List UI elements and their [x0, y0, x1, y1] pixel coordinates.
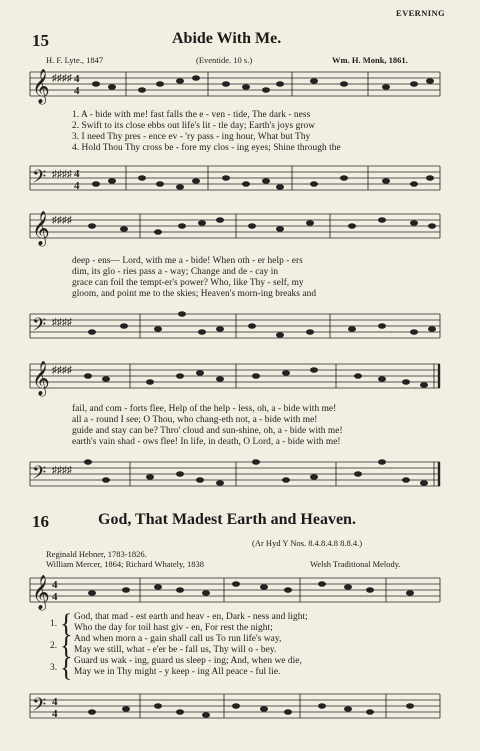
h15-s1-line-2: 2. Swift to its close ebbs out life's lit - tle day; Earth's joys grow	[72, 121, 316, 131]
h16-v3-line-1: Guard us wak - ing, guard us sleep - ing; And, when we die,	[74, 656, 302, 666]
system-1-treble-staff	[30, 68, 442, 108]
system-2-treble-staff	[30, 208, 442, 248]
svg-text:4: 4	[74, 85, 80, 97]
hymn-15-title: Abide With Me.	[172, 30, 282, 47]
hymn-16-verse-3-number: 3.	[50, 663, 58, 673]
system-2-bass-staff	[30, 308, 442, 348]
hymn-15-tune: (Eventide. 10 s.)	[196, 55, 253, 65]
hymn-16-composer: Welsh Traditional Melody.	[310, 559, 401, 569]
hymn-16-tune: (Ar Hyd Y Nos. 8.4.8.4.8 8.8.4.)	[252, 538, 363, 548]
running-head: EVERNING	[396, 8, 446, 18]
verse-3-brace: {	[60, 653, 73, 682]
h15-s2-line-3: grace can foil the tempt-er's power? Who, like Thy - self, my	[72, 278, 304, 288]
svg-text:𝄢: 𝄢	[32, 462, 47, 487]
hymn-16-author-line-2: William Mercer, 1864; Richard Whately, 1838	[46, 559, 204, 569]
svg-text:𝄞: 𝄞	[32, 362, 50, 395]
h16-v2-line-2: May we still, what - e'er be - fall us, Thy will o - bey.	[74, 645, 277, 655]
svg-text:♯♯♯♯: ♯♯♯♯	[52, 215, 72, 226]
system-3-bass-staff	[30, 456, 444, 496]
svg-text:♯♯♯♯: ♯♯♯♯	[52, 317, 72, 328]
h16-v2-line-1: And when morn a - gain shall call us To run life's way,	[74, 634, 282, 644]
svg-text:𝄢: 𝄢	[32, 694, 47, 719]
h16-v1-line-2: Who the day for toil hast giv - en, For rest the night;	[74, 623, 273, 633]
svg-text:♯♯♯♯: ♯♯♯♯	[52, 465, 72, 476]
svg-text:4: 4	[52, 708, 58, 720]
h16-v3-line-2: May we in Thy might - y keep - ing All peace - ful lie.	[74, 667, 281, 677]
h15-s2-line-4: gloom, and point me to the skies; Heaven's morn-ing breaks and	[72, 289, 317, 299]
svg-text:𝄢: 𝄢	[32, 314, 47, 339]
h15-s3-line-4: earth's vain shad - ows flee! In life, in death, O Lord, a - bide with me!	[72, 437, 341, 447]
h15-s3-line-3: guide and stay can be? Thro' cloud and sun-shine, oh, a - bide with me!	[72, 426, 343, 436]
svg-text:𝄢: 𝄢	[32, 166, 47, 191]
h15-s2-line-1: deep - ens— Lord, with me a - bide! When oth - er help - ers	[72, 256, 303, 266]
svg-text:♯♯♯♯: ♯♯♯♯	[52, 365, 72, 376]
h15-s1-line-4: 4. Hold Thou Thy cross be - fore my clos - ing eyes; Shine through the	[72, 143, 341, 153]
h16-v1-line-1: God, that mad - est earth and heav - en, Dark - ness and light;	[74, 612, 308, 622]
hymn-16-number: 16	[32, 512, 49, 531]
hymn-16-author-line-1: Reginald Hebner, 1783-1826.	[46, 549, 147, 559]
hymn-16-bass-staff	[30, 688, 444, 728]
hymn-15-composer: Wm. H. Monk, 1861.	[332, 55, 408, 65]
svg-text:4: 4	[74, 180, 80, 192]
svg-text:4: 4	[74, 73, 80, 85]
system-3-treble-staff	[30, 358, 444, 398]
hymn-15-author: H. F. Lyte., 1847	[46, 55, 104, 65]
h15-s2-line-2: dim, its glo - ries pass a - way; Change and de - cay in	[72, 267, 279, 277]
hymn-16-treble-staff	[30, 572, 444, 612]
svg-text:𝄞: 𝄞	[32, 212, 50, 245]
svg-text:4: 4	[74, 168, 80, 180]
h15-s1-line-3: 3. I need Thy pres - ence ev - 'ry pass - ing hour, What but Thy	[72, 132, 311, 142]
svg-text:𝄞: 𝄞	[32, 576, 50, 609]
hymn-15-number: 15	[32, 31, 49, 50]
hymn-16-verse-1-number: 1.	[50, 619, 58, 629]
h15-s1-line-1: 1. A - bide with me! fast falls the e - ven - tide, The dark - ness	[72, 110, 311, 120]
h15-s3-line-1: fail, and com - forts flee, Help of the help - less, oh, a - bide with me!	[72, 404, 337, 414]
svg-text:4: 4	[52, 591, 58, 603]
h15-s3-line-2: all a - round I see; O Thou, who chang-eth not, a - bide with me!	[72, 415, 318, 425]
verse-1-brace: {	[60, 609, 73, 638]
svg-text:♯♯♯♯: ♯♯♯♯	[52, 169, 72, 180]
svg-text:𝄞: 𝄞	[32, 70, 50, 103]
hymn-16-title: God, That Madest Earth and Heaven.	[98, 511, 356, 528]
system-1-bass-staff	[30, 160, 442, 200]
verse-2-brace: {	[60, 631, 73, 660]
hymn-16-verse-2-number: 2.	[50, 641, 58, 651]
svg-text:4: 4	[52, 696, 58, 708]
svg-text:♯♯♯♯: ♯♯♯♯	[52, 73, 72, 84]
svg-text:4: 4	[52, 579, 58, 591]
